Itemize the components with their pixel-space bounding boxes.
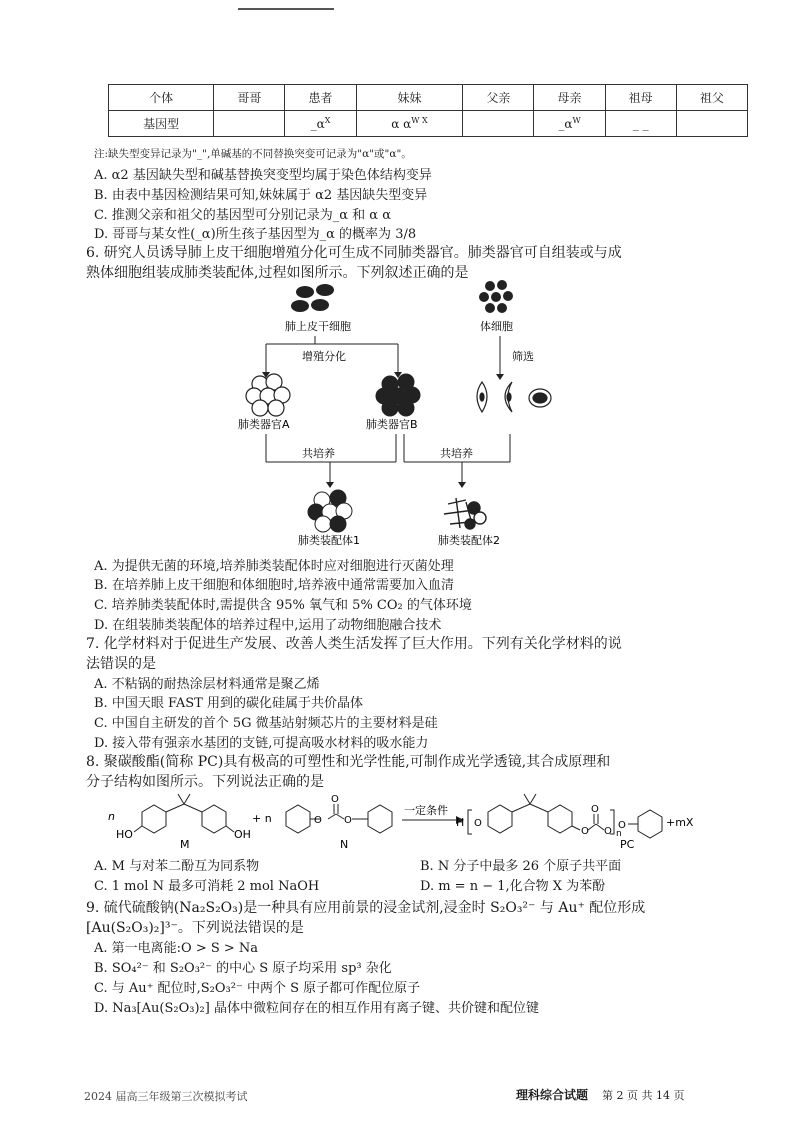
q8-option-c: C. 1 mol N 最多可消耗 2 mol NaOH xyxy=(94,879,320,894)
q8-option-a: A. M 与对苯二酚互为同系物 xyxy=(94,859,260,874)
o-right: O xyxy=(344,815,352,826)
o-end: O xyxy=(618,820,626,831)
condition-label: 一定条件 xyxy=(404,804,448,817)
table-row xyxy=(109,111,748,137)
organ-a-label: 肺类器官A xyxy=(238,418,290,431)
header-cell: 祖母 xyxy=(605,85,676,111)
q5-option-b: B. 由表中基因检测结果可知,妹妹属于 α2 基因缺失型变异 xyxy=(94,188,428,203)
q9-option-a: A. 第一电离能:O > S > Na xyxy=(94,941,259,956)
assembly-1 xyxy=(308,490,352,532)
repeat-n: n xyxy=(616,829,622,839)
row-label: 基因型 xyxy=(109,111,214,137)
coculture-2-label: 共培养 xyxy=(440,447,473,460)
stem-cell-label: 肺上皮干细胞 xyxy=(285,320,351,333)
cell xyxy=(214,111,285,137)
q7-option-d: D. 接入带有强亲水基团的支链,可提高吸水材料的吸水能力 xyxy=(94,736,429,751)
screened-cells xyxy=(477,382,551,412)
cell: α $\alpha^{W X}$ xyxy=(356,111,463,137)
o-left: O xyxy=(314,815,322,826)
stem-cell-cluster xyxy=(291,284,334,312)
table-header-row xyxy=(109,85,748,111)
o-carbonyl: O xyxy=(331,794,339,805)
assembly-2-label: 肺类装配体2 xyxy=(438,534,500,547)
footer-exam-title: 2024 届高三年级第三次模拟考试 xyxy=(84,1090,248,1103)
header-cell: 母亲 xyxy=(534,85,605,111)
header-cell: 患者 xyxy=(285,85,356,111)
top-rule xyxy=(238,8,334,10)
q9-option-b: B. SO₄²⁻ 和 S₂O₃²⁻ 的中心 S 原子均采用 sp³ 杂化 xyxy=(94,961,392,976)
q9-stem-line2: [Au(S₂O₃)₂]³⁻。下列说法错误的是 xyxy=(86,920,304,936)
proliferation-label: 增殖分化 xyxy=(302,350,346,363)
m-label: M xyxy=(180,838,190,851)
o-chain: O xyxy=(474,818,482,829)
footer-subject: 理科综合试题 xyxy=(516,1088,589,1102)
q8-option-b: B. N 分子中最多 26 个原子共平面 xyxy=(420,859,622,874)
pc-label: PC xyxy=(620,838,635,851)
o-chain3: O xyxy=(604,826,612,837)
body-cell-label: 体细胞 xyxy=(480,320,513,333)
footer-page-number: 第 2 页 共 14 页 xyxy=(602,1089,685,1102)
header-cell: 妹妹 xyxy=(356,85,463,111)
q7-option-a: A. 不粘锅的耐热涂层材料通常是聚乙烯 xyxy=(94,677,320,692)
q6-stem-line2: 熟体细胞组装成肺类装配体,过程如图所示。下列叙述正确的是 xyxy=(86,265,469,281)
cell xyxy=(676,111,747,137)
q9-stem-line1: 9. 硫代硫酸钠(Na₂S₂O₃)是一种具有应用前景的浸金试剂,浸金时 S₂O₃²⁻ 与 Au⁺ 配位形成 xyxy=(86,900,646,916)
q5-note: 注:缺失型变异记录为"_",单碱基的不同替换突变可记录为"α"或"α"。 xyxy=(94,148,412,160)
genotype-table xyxy=(108,84,748,137)
q6-option-c: C. 培养肺类装配体时,需提供含 95% 氧气和 5% CO₂ 的气体环境 xyxy=(94,598,472,613)
q5-option-c: C. 推测父亲和祖父的基因型可分别记录为_α 和 α α xyxy=(94,208,391,223)
header-cell: 个体 xyxy=(109,85,214,111)
q8-reaction-scheme xyxy=(100,790,720,852)
organ-a xyxy=(246,374,290,416)
o-chain2: O xyxy=(581,826,589,837)
q6-option-d: D. 在组装肺类装配体的培养过程中,运用了动物细胞融合技术 xyxy=(94,618,442,633)
assembly-1-label: 肺类装配体1 xyxy=(298,534,360,547)
q7-option-c: C. 中国自主研发的首个 5G 微基站射频芯片的主要材料是硅 xyxy=(94,716,438,731)
cell: $\_\alpha^W$ xyxy=(534,111,605,137)
q8-stem-line1: 8. 聚碳酸酯(简称 PC)具有极高的可塑性和光学性能,可制作成光学透镜,其合成原理和 xyxy=(86,754,611,770)
coculture-1-label: 共培养 xyxy=(302,447,335,460)
q7-stem-line2: 法错误的是 xyxy=(86,656,156,672)
o-carbonyl2: O xyxy=(591,804,599,815)
q7-option-b: B. 中国天眼 FAST 用到的碳化硅属于共价晶体 xyxy=(94,696,363,711)
n-label: N xyxy=(340,838,349,851)
cell: _ _ xyxy=(605,111,676,137)
body-cell-cluster xyxy=(479,280,513,313)
cell xyxy=(463,111,534,137)
q9-option-d: D. Na₃[Au(S₂O₃)₂] 晶体中微粒间存在的相互作用有离子键、共价键和配位键 xyxy=(94,1001,539,1016)
q9-option-c: C. 与 Au⁺ 配位时,S₂O₃²⁻ 中两个 S 原子都可作配位原子 xyxy=(94,981,421,996)
screen-label: 筛选 xyxy=(512,350,534,363)
q6-stem-line1: 6. 研究人员诱导肺上皮干细胞增殖分化可生成不同肺类器官。肺类器官可自组装或与成 xyxy=(86,245,622,261)
q8-stem-line2: 分子结构如图所示。下列说法正确的是 xyxy=(86,774,324,790)
organ-b-label: 肺类器官B xyxy=(366,418,418,431)
coefficient-n: n xyxy=(108,810,115,823)
assembly-2 xyxy=(444,498,486,529)
header-cell: 父亲 xyxy=(463,85,534,111)
plus-n: + n xyxy=(252,812,272,825)
q6-diagram xyxy=(230,278,570,550)
ho-label: HO xyxy=(116,828,133,841)
q6-option-b: B. 在培养肺上皮干细胞和体细胞时,培养液中通常需要加入血清 xyxy=(94,578,454,593)
header-cell: 祖父 xyxy=(676,85,747,111)
q7-stem-line1: 7. 化学材料对于促进生产发展、改善人类生活发挥了巨大作用。下列有关化学材料的说 xyxy=(86,636,622,652)
q8-option-d: D. m = n − 1,化合物 X 为苯酚 xyxy=(420,879,606,894)
q5-option-a: A. α2 基因缺失型和碱基替换突变型均属于染色体结构变异 xyxy=(94,168,432,183)
plus-mx: +mX xyxy=(666,816,694,829)
h-end: H xyxy=(456,816,465,829)
q6-option-a: A. 为提供无菌的环境,培养肺类装配体时应对细胞进行灭菌处理 xyxy=(94,559,454,574)
oh-label: OH xyxy=(234,828,251,841)
cell: $\_\alpha^X$ xyxy=(285,111,356,137)
header-cell: 哥哥 xyxy=(214,85,285,111)
q5-option-d: D. 哥哥与某女性(_α)所生孩子基因型为_α 的概率为 3/8 xyxy=(94,227,417,242)
organ-b xyxy=(376,374,420,416)
